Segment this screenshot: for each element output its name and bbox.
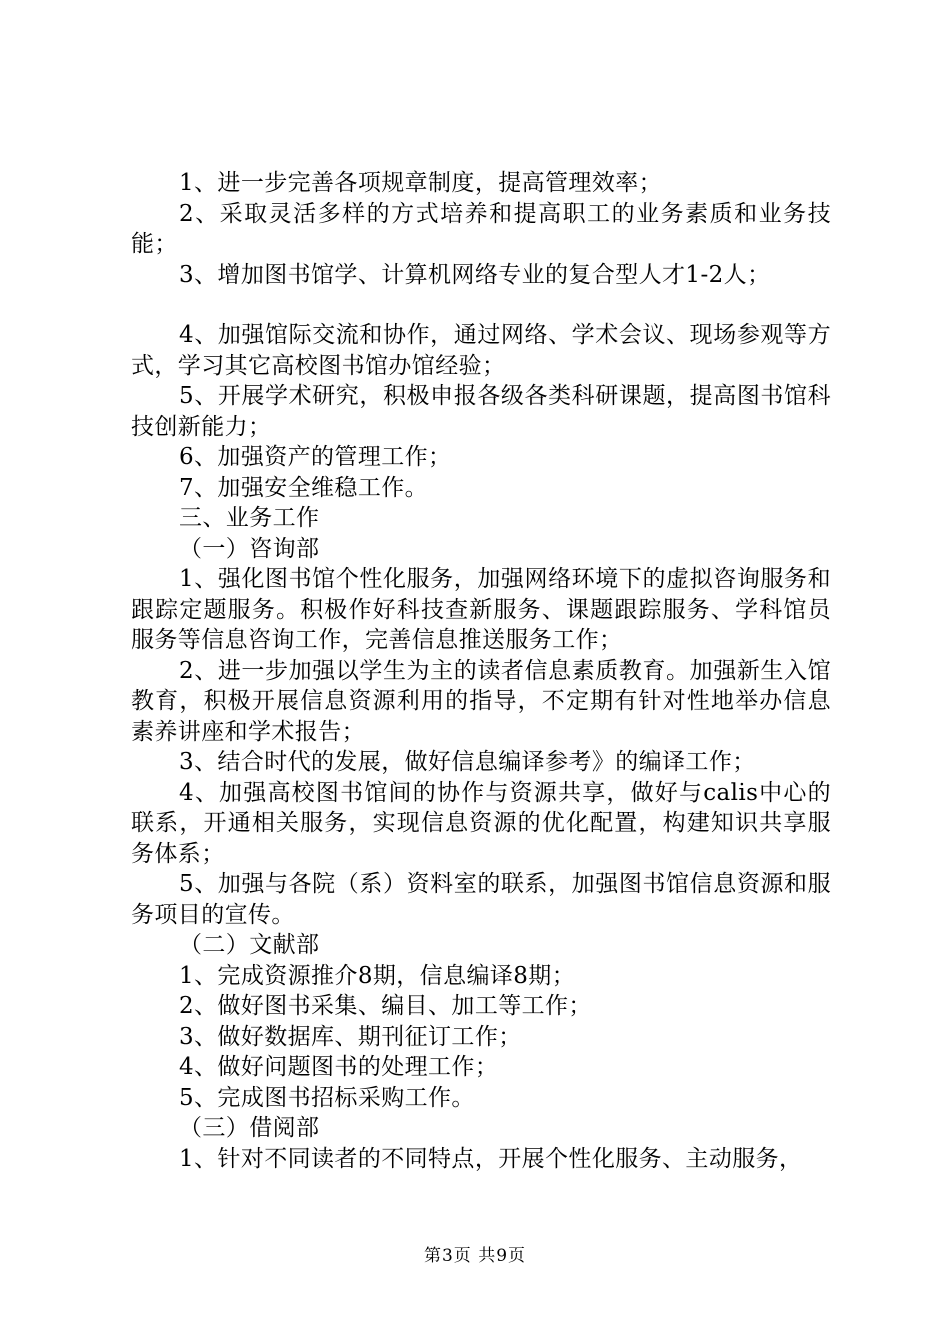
- paragraph: 1、针对不同读者的不同特点，开展个性化服务、主动服务，: [179, 1145, 803, 1172]
- paragraph: 7、加强安全维稳工作。: [179, 474, 429, 501]
- paragraph: 1、完成资源推介8期，信息编译8期；: [179, 962, 576, 989]
- subsection-heading: （一）咨询部: [179, 535, 320, 562]
- subsection-heading: （三）借阅部: [179, 1115, 320, 1141]
- paragraph: 2、做好图书采集、编目、加工等工作；: [179, 993, 592, 1019]
- section-heading: 三、业务工作: [179, 505, 320, 531]
- paragraph: 4、加强高校图书馆间的协作与资源共享，做好与calis中心的联系，开通相关服务，实现信息资源的优化配置，构建知识共享服务体系；: [131, 779, 831, 867]
- page-footer: 第3页 共9页: [423, 1246, 527, 1266]
- document-body: [131, 168, 831, 1174]
- paragraph: 5、开展学术研究，积极申报各级各类科研课题，提高图书馆科技创新能力；: [131, 383, 831, 440]
- paragraph: 6、加强资产的管理工作；: [179, 444, 452, 470]
- paragraph: 3、做好数据库、期刊征订工作；: [179, 1023, 522, 1050]
- paragraph: 1、进一步完善各项规章制度，提高管理效率；: [179, 170, 663, 196]
- paragraph: 1、强化图书馆个性化服务，加强网络环境下的虚拟咨询服务和跟踪定题服务。积极作好科技查新服务、课题跟踪服务、学科馆员服务等信息咨询工作，完善信息推送服务工作；: [131, 566, 831, 653]
- paragraph: 3、增加图书馆学、计算机网络专业的复合型人才1-2人；: [179, 261, 771, 288]
- paragraph: 4、做好问题图书的处理工作；: [179, 1054, 499, 1080]
- paragraph: 3、结合时代的发展，做好信息编译参考》的编译工作；: [179, 749, 756, 775]
- paragraph: 5、完成图书招标采购工作。: [179, 1084, 475, 1111]
- paragraph: 2、采取灵活多样的方式培养和提高职工的业务素质和业务技能；: [131, 200, 831, 257]
- subsection-heading: （二）文献部: [179, 932, 320, 958]
- paragraph: 4、加强馆际交流和协作，通过网络、学术会议、现场参观等方式，学习其它高校图书馆办馆经验；: [131, 322, 831, 379]
- paragraph: 5、加强与各院（系）资料室的联系，加强图书馆信息资源和服务项目的宣传。: [131, 871, 831, 928]
- paragraph: 2、进一步加强以学生为主的读者信息素质教育。加强新生入馆教育，积极开展信息资源利用的指导，不定期有针对性地举办信息素养讲座和学术报告；: [131, 657, 831, 745]
